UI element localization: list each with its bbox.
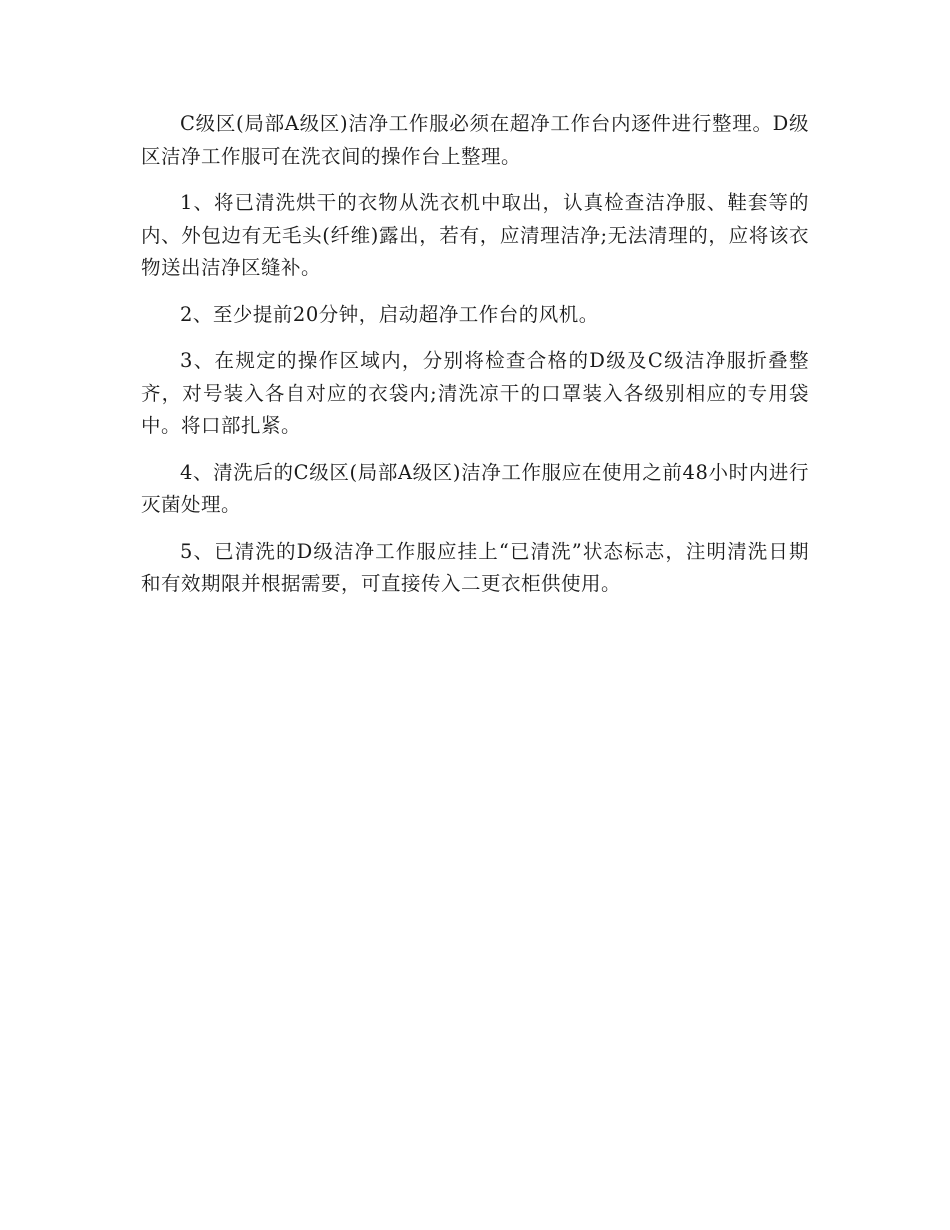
paragraph-intro: C级区(局部A级区)洁净工作服必须在超净工作台内逐件进行整理。D级区洁净工作服可在洗衣间的操作台上整理。 [141,112,809,168]
paragraph-step-4: 4、清洗后的C级区(局部A级区)洁净工作服应在使用之前48小时内进行灭菌处理。 [141,460,809,516]
paragraph-step-5: 5、已清洗的D级洁净工作服应挂上“已清洗”状态标志，注明清洗日期和有效期限并根据需要，可直接传入二更衣柜供使用。 [141,539,809,595]
paragraph-step-1: 1、将已清洗烘干的衣物从洗衣机中取出，认真检查洁净服、鞋套等的内、外包边有无毛头(纤维)露出，若有，应清理洁净;无法清理的，应将该衣物送出洁净区缝补。 [141,191,809,279]
paragraph-step-3: 3、在规定的操作区域内，分别将检查合格的D级及C级洁净服折叠整齐，对号装入各自对应的衣袋内;清洗凉干的口罩装入各级别相应的专用袋中。将口部扎紧。 [141,349,809,437]
document-body [141,108,809,615]
paragraph-step-2: 2、至少提前20分钟，启动超净工作台的风机。 [180,302,599,326]
